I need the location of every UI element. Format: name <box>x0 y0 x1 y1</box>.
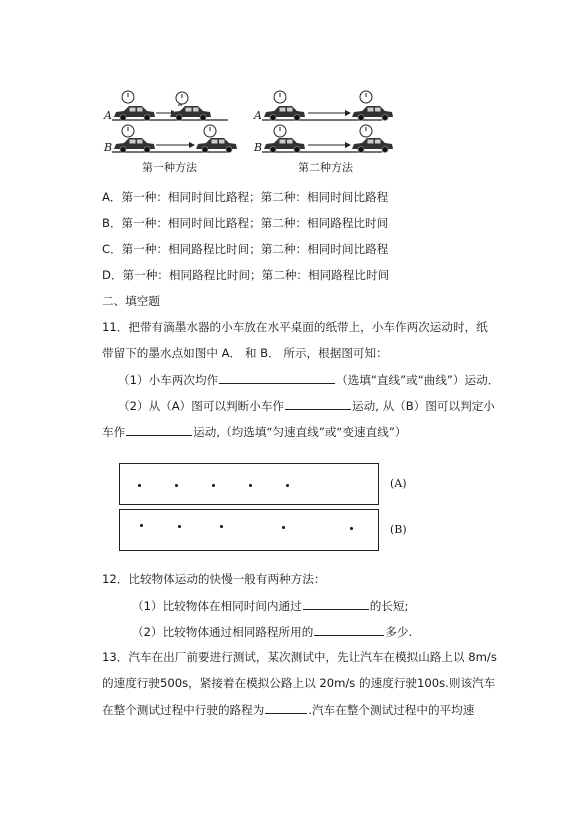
q11-part-2 <box>118 397 495 414</box>
option-b: B．第一种：相同时间比路程；第二种：相同路程比时间 <box>102 216 389 230</box>
row-b-label-right: B <box>254 141 263 154</box>
caption-method-one: 第一种方法 <box>142 161 197 174</box>
option-d: D．第一种：相同路程比时间；第二种：相同路程比时间 <box>102 268 390 282</box>
q12-line-1: 12．比较物体运动的快慢一般有两种方法： <box>102 572 326 586</box>
row-b-label: B <box>104 141 113 154</box>
q11-part-2-cont <box>102 423 406 440</box>
q13-line-2: 的速度行驶500s，紧接着在模拟公路上以 20m/s 的速度行驶100s.则该汽车 <box>102 676 496 690</box>
ink-dot <box>178 525 181 528</box>
q11-part-2-text-a: （2）从（A）图可以判断小车作 <box>118 399 285 413</box>
q12-part-2-text-b: 多少. <box>385 625 413 639</box>
ink-dot <box>249 484 252 487</box>
q11-blank-1[interactable] <box>219 371 335 384</box>
q12-blank-1[interactable] <box>303 597 369 610</box>
q12-part-2-text-a: （2）比较物体通过相同路程所用的 <box>132 625 314 639</box>
caption-method-two: 第二种方法 <box>298 161 353 174</box>
q11-part-1-text-b: （选填“直线”或“曲线”）运动． <box>336 373 500 387</box>
q13-blank-1[interactable] <box>265 701 307 714</box>
option-a: A．第一种：相同时间比路程；第二种：相同时间比路程 <box>102 190 389 204</box>
row-a-label-right: A <box>254 109 262 122</box>
q11-part-3-text-a: 车作 <box>102 425 126 439</box>
car-methods-figure <box>100 86 400 182</box>
q12-part-1-text-b: 的长短; <box>369 599 409 613</box>
q11-part-3-text-b: 运动,（均选填“匀速直线”或“变速直线”） <box>193 425 407 439</box>
q12-blank-2[interactable] <box>314 623 384 636</box>
ink-dot <box>140 524 143 527</box>
q11-line-2: 带留下的墨水点如图中 A． 和 B． 所示，根据图可知： <box>102 346 388 360</box>
ink-dot <box>212 484 215 487</box>
q13-line-3-text-a: 在整个测试过程中行驶的路程为 <box>102 703 265 717</box>
q11-blank-2[interactable] <box>285 397 351 410</box>
q11-part-1 <box>118 371 499 388</box>
row-a-label: A <box>104 109 112 122</box>
option-c: C．第一种：相同路程比时间；第二种：相同时间比路程 <box>102 242 389 256</box>
q13-line-3 <box>102 701 474 718</box>
ink-dot <box>350 527 353 530</box>
q12-part-1 <box>132 597 408 614</box>
strip-b-label: (B) <box>390 523 407 536</box>
q12-part-1-text-a: （1）比较物体在相同时间内通过 <box>132 599 302 613</box>
ink-dot <box>175 484 178 487</box>
tape-strip-a <box>119 463 379 505</box>
ink-dot <box>286 484 289 487</box>
ink-dot <box>282 526 285 529</box>
tape-strip-b <box>119 509 379 551</box>
q11-line-1: 11．把带有滴墨水器的小车放在水平桌面的纸带上，小车作两次运动时，纸 <box>102 320 488 334</box>
ink-dot <box>220 525 223 528</box>
q13-line-3-text-b: .汽车在整个测试过程中的平均速 <box>308 703 475 717</box>
q12-part-2 <box>132 623 412 640</box>
q13-line-1: 13．汽车在出厂前要进行测试，某次测试中，先让汽车在模拟山路上以 8m/s <box>102 650 497 664</box>
q11-blank-3[interactable] <box>126 423 192 436</box>
section-heading: 二、填空题 <box>102 294 160 308</box>
q11-part-1-text-a: （1）小车两次均作 <box>118 373 219 387</box>
ink-dot <box>138 484 141 487</box>
strip-a-label: (A) <box>390 477 407 490</box>
q11-part-2-text-b: 运动, 从（B）图可以判定小 <box>352 399 495 413</box>
